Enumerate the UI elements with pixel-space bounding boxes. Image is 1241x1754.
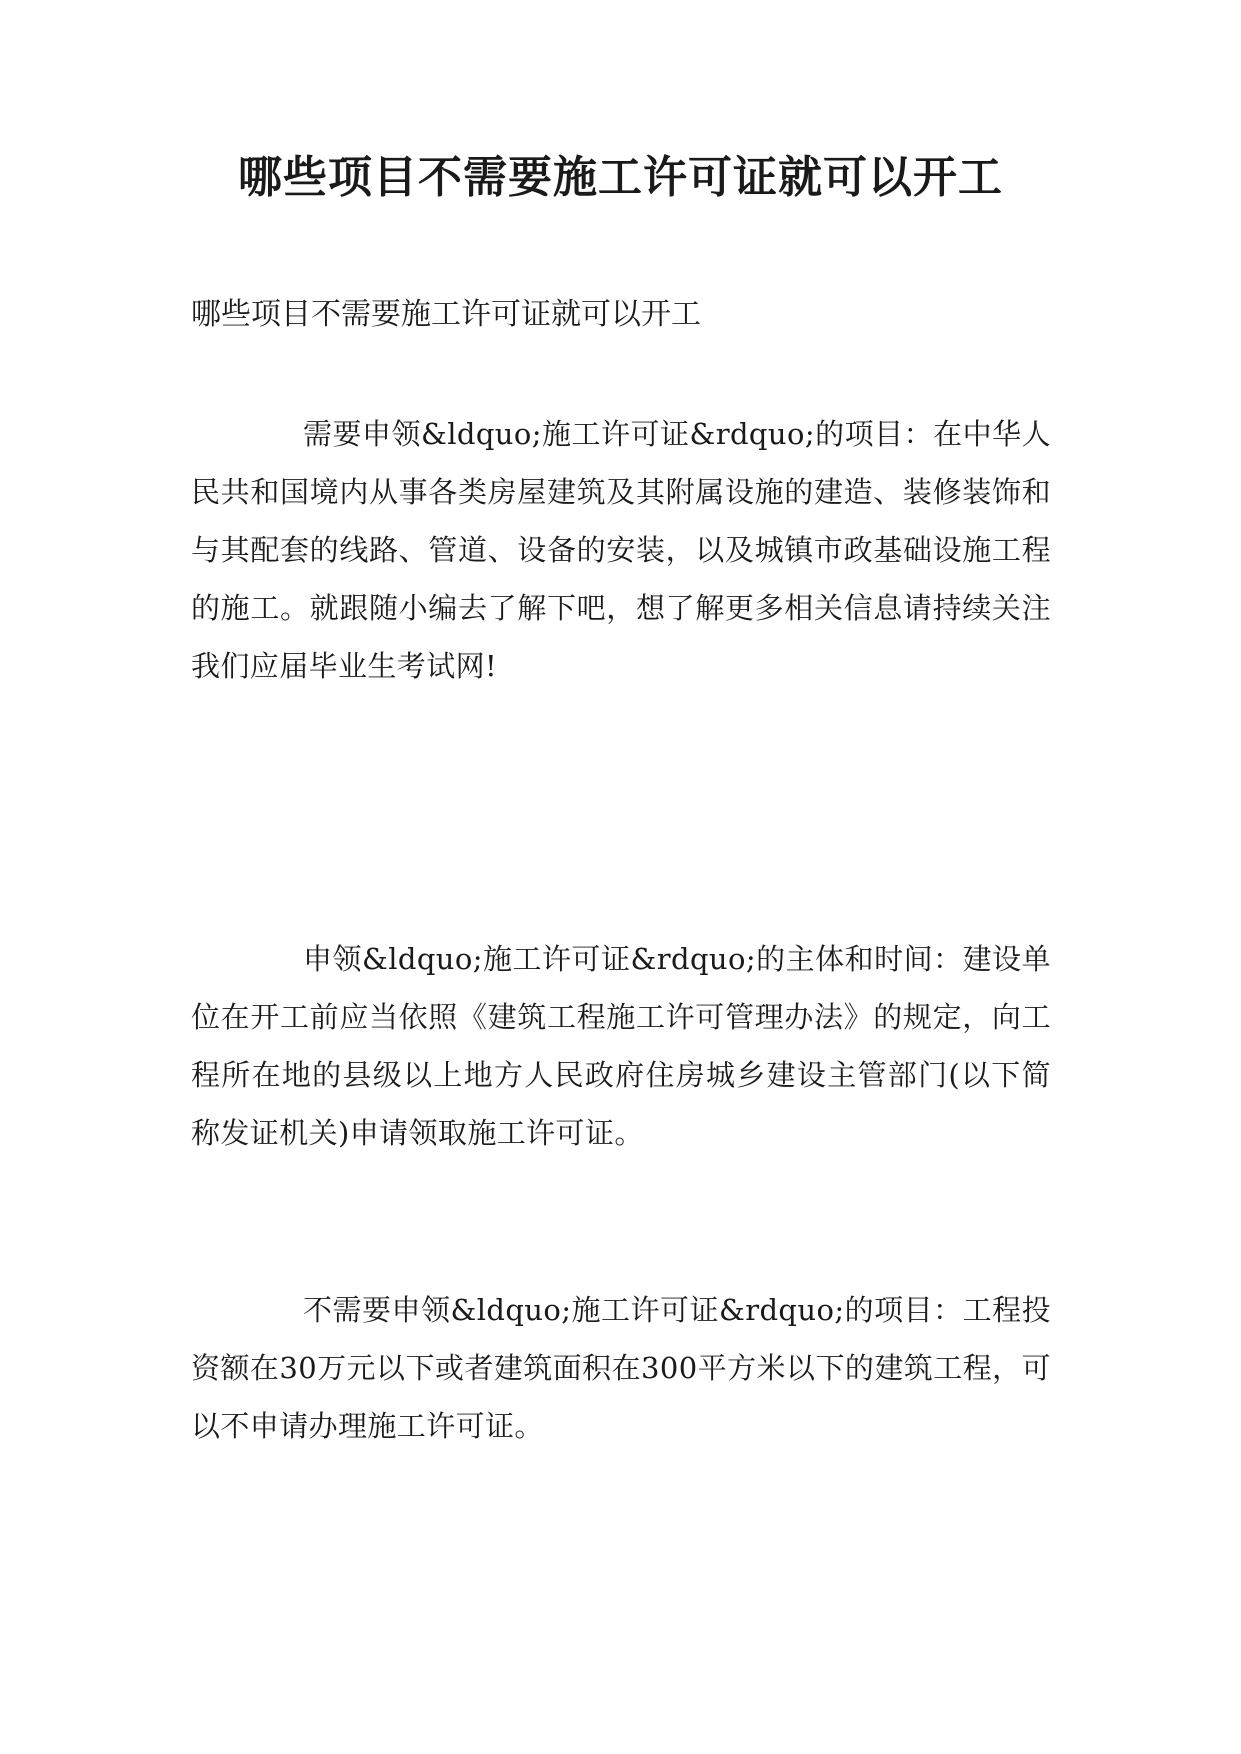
paragraph-required-projects: 需要申领&ldquo;施工许可证&rdquo;的项目：在中华人民共和国境内从事各类房屋建筑及其附属设施的建造、装修装饰和与其配套的线路、管道、设备的安装，以及城镇市政基础设施工程的施工。就跟随小编去了解下吧，想了解更多相关信息请持续关注我们应届毕业生考试网!	[191, 417, 1051, 683]
document-subtitle: 哪些项目不需要施工许可证就可以开工	[191, 297, 701, 332]
paragraph-exempt-projects: 不需要申领&ldquo;施工许可证&rdquo;的项目：工程投资额在30万元以下或者建筑面积在300平方米以下的建筑工程，可以不申请办理施工许可证。	[191, 1293, 1051, 1443]
document-title: 哪些项目不需要施工许可证就可以开工	[238, 152, 1003, 203]
paragraph-applicant-and-time: 申领&ldquo;施工许可证&rdquo;的主体和时间：建设单位在开工前应当依照《建筑工程施工许可管理办法》的规定，向工程所在地的县级以上地方人民政府住房城乡建设主管部门(以下简称发证机关)申请领取施工许可证。	[191, 942, 1051, 1150]
